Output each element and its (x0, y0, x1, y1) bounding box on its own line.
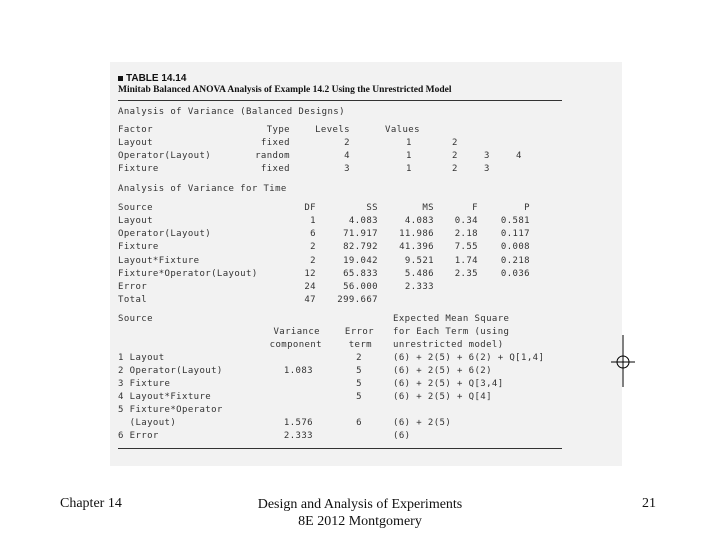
ems-source: 6 Error (118, 431, 159, 441)
anova-source: Layout (118, 216, 153, 226)
anova-ss: 299.667 (337, 295, 378, 306)
ems-header-line1: Expected Mean Square (393, 314, 510, 324)
anova-df: 2 (310, 255, 316, 266)
anova-source: Layout*Fixture (118, 255, 200, 266)
factor-levels: 3 (344, 164, 350, 174)
factor-value: 3 (484, 151, 490, 161)
anova-ms: 41.396 (399, 242, 434, 253)
anova-source: Total (118, 295, 148, 306)
anova-df: 47 (304, 295, 316, 306)
table-title: Minitab Balanced ANOVA Analysis of Example 14.2 Using the Unrestricted Model (118, 85, 452, 95)
anova-ss: 65.833 (343, 268, 378, 279)
anova-p: 0.036 (500, 268, 530, 279)
anova-ms: 9.521 (404, 255, 434, 266)
anova-source: Fixture*Operator(Layout) (118, 268, 258, 279)
anova-ms: 4.083 (404, 216, 434, 226)
ems-error-term: 5 (356, 379, 362, 389)
footer-book-line1: Design and Analysis of Experiments (257, 497, 463, 512)
ems-source: 1 Layout (118, 353, 165, 363)
ems-variance-component: 2.333 (283, 431, 313, 441)
p-header: P (524, 203, 530, 213)
anova-p: 0.117 (500, 229, 530, 240)
anova-ms: 5.486 (404, 268, 434, 279)
ems-variance-component: 1.576 (283, 418, 313, 428)
et-header-line2: term (348, 340, 372, 350)
factor-name: Fixture (118, 164, 159, 174)
anova-df: 24 (304, 282, 316, 292)
ems-error-term: 5 (356, 366, 362, 376)
anova-source: Fixture (118, 242, 159, 253)
factor-levels: 4 (344, 151, 350, 161)
ems-error-term: 2 (356, 353, 362, 363)
factor-value: 1 (406, 138, 412, 148)
ems-source: 4 Layout*Fixture (118, 392, 212, 402)
title-rule (118, 100, 562, 101)
factor-value: 2 (452, 151, 458, 161)
anova-ss: 56.000 (343, 282, 378, 292)
anova-ss: 71.917 (343, 229, 378, 240)
factor-value: 2 (452, 164, 458, 174)
factor-value: 1 (406, 151, 412, 161)
ems-expression: (6) + 2(5) (393, 418, 452, 428)
levels-header: Levels (315, 125, 350, 135)
ms-header: MS (422, 203, 434, 213)
anova-p: 0.581 (500, 216, 530, 226)
factor-levels: 2 (344, 138, 350, 148)
factor-value: 2 (452, 138, 458, 148)
ems-error-term: 6 (356, 418, 362, 428)
anova-source: Operator(Layout) (118, 229, 212, 240)
anova-f: 2.35 (454, 268, 478, 279)
factor-value: 1 (406, 164, 412, 174)
footer-chapter: Chapter 14 (60, 496, 122, 511)
ems-header-line2: for Each Term (using (393, 327, 510, 337)
factor-name: Layout (118, 138, 153, 148)
ems-error-term: 5 (356, 392, 362, 402)
anova-f: 1.74 (454, 255, 478, 266)
factor-type: random (255, 151, 290, 161)
factor-header: Factor (118, 125, 153, 135)
values-header: Values (385, 125, 420, 135)
anova-ms: 2.333 (404, 282, 434, 292)
type-header: Type (266, 125, 290, 135)
anova-ms: 11.986 (399, 229, 434, 240)
ems-header-line3: unrestricted model) (393, 340, 504, 350)
anova-heading: Analysis of Variance (Balanced Designs) (118, 107, 345, 117)
ems-source: 5 Fixture*Operator (118, 405, 223, 415)
table-number (118, 73, 186, 84)
anova-f: 0.34 (454, 216, 478, 226)
anova-df: 6 (310, 229, 316, 240)
f-header: F (472, 203, 478, 213)
square-bullet-icon (118, 76, 123, 81)
anova-ss: 19.042 (343, 255, 378, 266)
footer-book (240, 496, 480, 530)
anova-df: 12 (304, 268, 316, 279)
factor-value: 4 (516, 151, 522, 161)
vc-header-line2: component (269, 340, 322, 350)
ss-header: SS (366, 203, 378, 213)
ems-source: 2 Operator(Layout) (118, 366, 223, 376)
ems-expression: (6) + 2(5) + 6(2) (393, 366, 492, 376)
ems-expression: (6) + 2(5) + 6(2) + Q[1,4] (393, 353, 545, 363)
anova-df: 2 (310, 242, 316, 253)
ems-expression: (6) + 2(5) + Q[3,4] (393, 379, 504, 389)
anova-f: 2.18 (454, 229, 478, 240)
ems-source-header: Source (118, 314, 153, 324)
anova-ss: 82.792 (343, 242, 378, 253)
factor-type: fixed (260, 138, 290, 148)
factor-value: 3 (484, 164, 490, 174)
bottom-rule (118, 448, 562, 449)
factor-name: Operator(Layout) (118, 151, 212, 161)
variance-heading: Analysis of Variance for Time (118, 184, 287, 194)
anova-ss: 4.083 (348, 216, 378, 226)
footer-book-line2: 8E 2012 Montgomery (298, 514, 422, 529)
source-header: Source (118, 203, 153, 213)
ems-expression: (6) + 2(5) + Q[4] (393, 392, 492, 402)
anova-p: 0.218 (500, 255, 530, 266)
ems-source: (Layout) (118, 418, 177, 428)
anova-df: 1 (310, 216, 316, 226)
ems-expression: (6) (393, 431, 411, 441)
footer-page-number: 21 (642, 496, 656, 511)
anova-source: Error (118, 282, 148, 292)
anova-p: 0.008 (500, 242, 530, 253)
ems-source: 3 Fixture (118, 379, 171, 389)
factor-type: fixed (260, 164, 290, 174)
df-header: DF (304, 203, 316, 213)
table-number-text: TABLE 14.14 (126, 73, 187, 84)
ems-variance-component: 1.083 (283, 366, 313, 376)
anova-f: 7.55 (454, 242, 478, 253)
crosshair-icon (611, 335, 635, 387)
et-header-line1: Error (344, 327, 374, 337)
vc-header-line1: Variance (273, 327, 320, 337)
